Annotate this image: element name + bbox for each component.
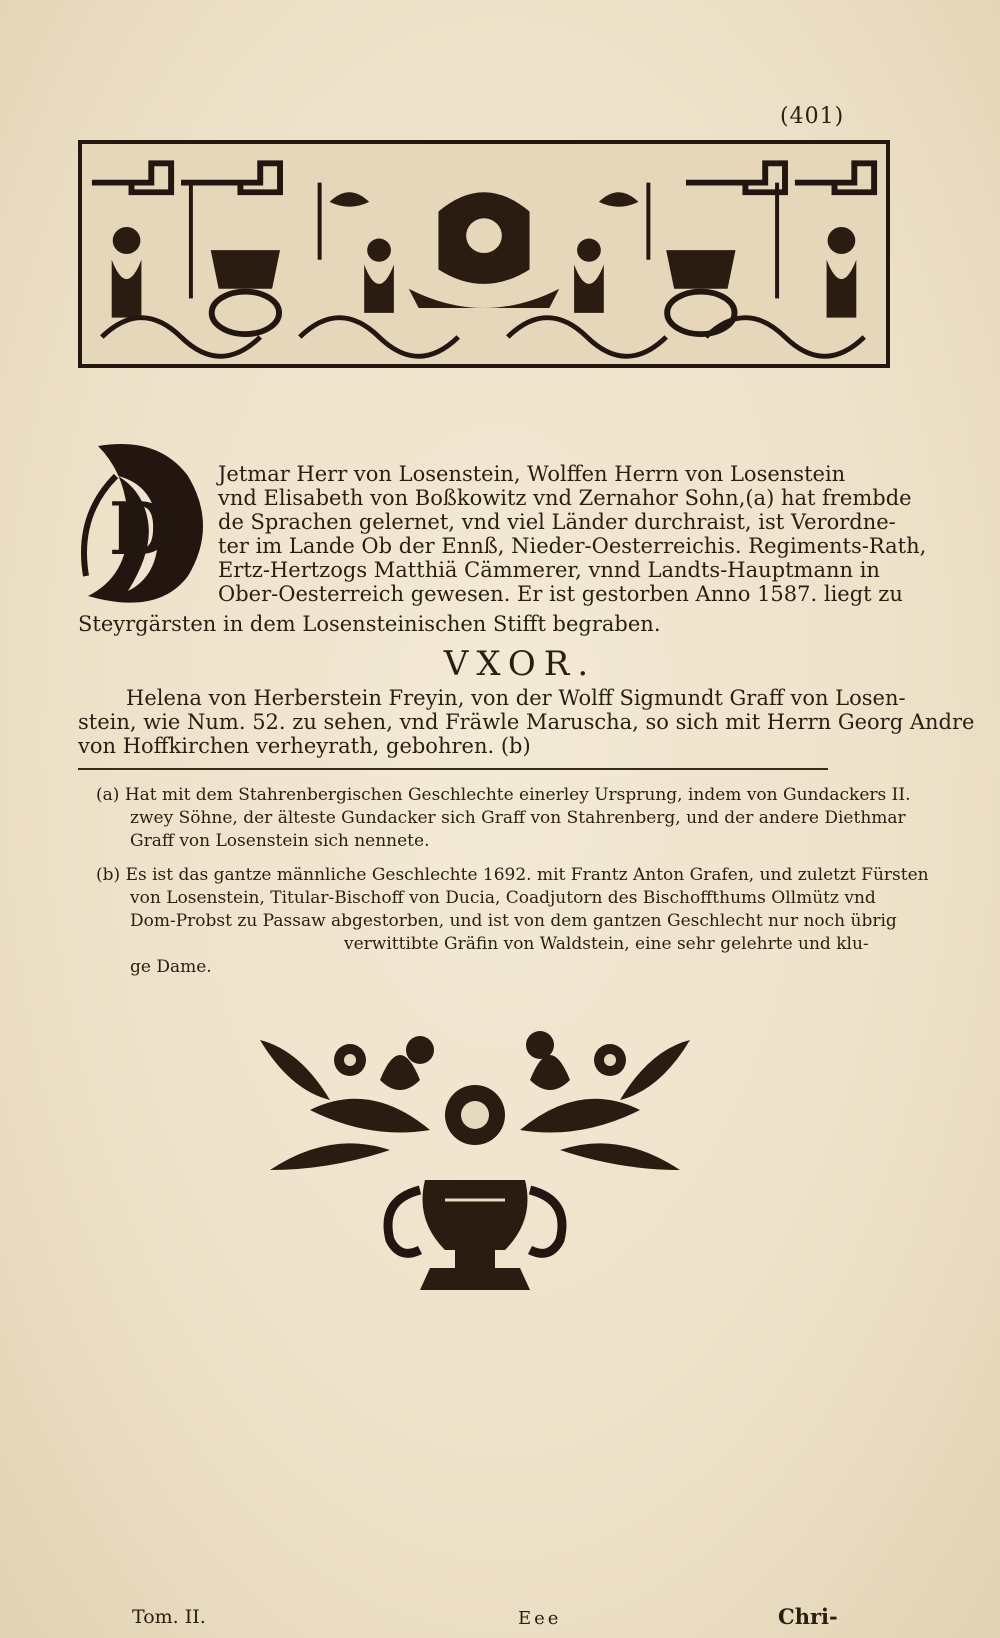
- footer-catchword: Chri-: [778, 1604, 838, 1629]
- footnote-line: (a) Hat mit dem Stahrenbergischen Geschlechte einerley Ursprung, indem von Gundackers II.: [96, 785, 911, 805]
- main-line: vnd Elisabeth von Boßkowitz vnd Zernahor Sohn,(a) hat frembde: [218, 486, 912, 510]
- main-paragraph-last-line: [78, 612, 826, 636]
- footnote-line: zwey Söhne, der älteste Gundacker sich Graff von Stahrenberg, und der andere Diethmar: [130, 808, 906, 828]
- flower-vase-woodcut: [250, 1020, 700, 1320]
- footnote-line: von Losenstein, Titular-Bischoff von Ducia, Coadjutorn des Bischoffthums Ollmütz vnd: [130, 888, 876, 908]
- footnote-marker: (a): [96, 785, 120, 805]
- ornamental-drop-cap: [78, 436, 214, 606]
- footnote-line: Graff von Losenstein sich nennete.: [130, 831, 430, 851]
- main-line: Jetmar Herr von Losenstein, Wolffen Herrn von Losenstein: [218, 462, 846, 486]
- page-number: (401): [780, 104, 845, 129]
- main-line: Ertz-Hertzogs Matthiä Cämmerer, vnnd Landts-Hauptmann in: [218, 558, 880, 582]
- footer-volume: Tom. II.: [132, 1606, 206, 1628]
- footnote-line: ge Dame.: [130, 957, 212, 977]
- footnote-line: (b) Es ist das gantze männliche Geschlechte 1692. mit Frantz Anton Grafen, und zuletzt Fürsten: [96, 865, 929, 885]
- main-line: de Sprachen gelernet, vnd viel Länder durchraist, ist Verordne-: [218, 510, 896, 534]
- main-line: Ober-Oesterreich gewesen. Er ist gestorben Anno 1587. liegt zu: [218, 582, 903, 606]
- main-line: Steyrgärsten in dem Losensteinischen Stifft begraben.: [78, 612, 661, 636]
- footnote-line: Dom-Probst zu Passaw abgestorben, und ist von dem gantzen Geschlecht nur noch übrig: [130, 911, 897, 931]
- footnote-b: [96, 864, 929, 979]
- drop-cap-letter: D: [108, 486, 172, 571]
- wife-line: stein, wie Num. 52. zu sehen, vnd Fräwle Maruscha, so sich mit Herrn Georg Andre: [78, 710, 975, 734]
- wife-line: von Hoffkirchen verheyrath, gebohren. (b): [78, 734, 531, 758]
- main-paragraph: [218, 462, 927, 606]
- footnote-a: [96, 784, 911, 853]
- wife-line: Helena von Herberstein Freyin, von der Wolff Sigmundt Graff von Losen-: [126, 686, 906, 710]
- footnote-divider: [78, 768, 828, 770]
- header-ornament-woodcut: [78, 140, 890, 368]
- footer-signature: Eee: [518, 1608, 562, 1629]
- footnote-line: verwittibte Gräfin von Waldstein, eine sehr gelehrte und klu-: [344, 934, 869, 954]
- footnote-marker: (b): [96, 865, 121, 885]
- main-line: ter im Lande Ob der Ennß, Nieder-Oesterreichis. Regiments-Rath,: [218, 534, 927, 558]
- wife-paragraph: [78, 686, 975, 758]
- section-heading-vxor: VXOR.: [443, 644, 597, 684]
